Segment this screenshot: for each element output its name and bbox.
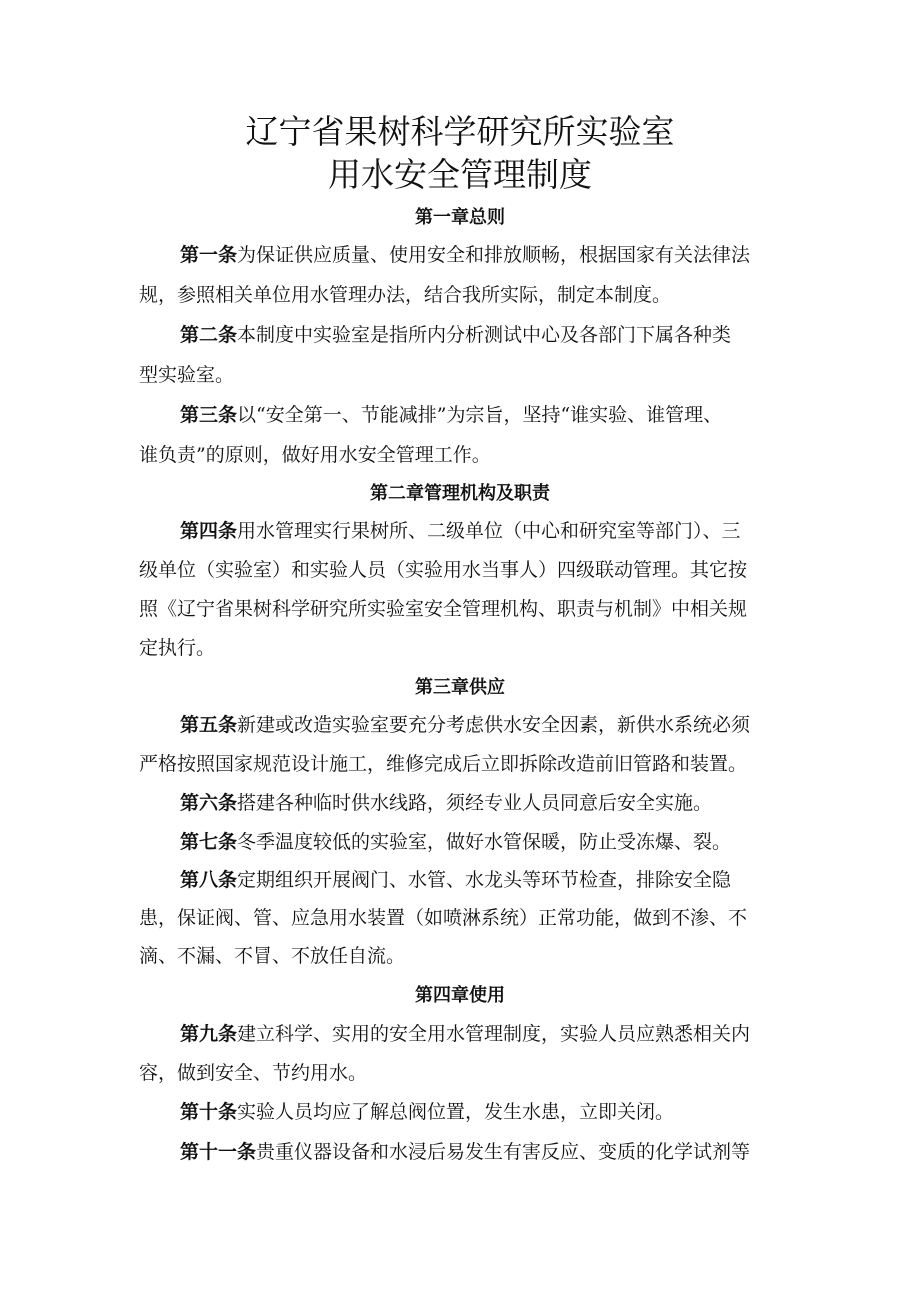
chapter-heading-3: 第三章供应	[415, 677, 505, 698]
article-text: 冬季温度较低的实验室，做好水管保暖，防止受冻爆、裂。	[237, 831, 732, 853]
article-label: 第五条	[180, 714, 238, 736]
article-1-line-2: 规，参照相关单位用水管理办法，结合我所实际，制定本制度。	[139, 284, 672, 306]
article-label: 第十条	[180, 1101, 238, 1123]
article-text: 定期组织开展阀门、水管、水龙头等环节检查，排除安全隐	[237, 869, 732, 891]
article-text: 本制度中实验室是指所内分析测试中心及各部门下属各种类	[237, 324, 732, 346]
article-label: 第九条	[180, 1023, 238, 1045]
article-5-line-1	[180, 712, 800, 738]
article-3-line-1	[180, 402, 800, 428]
article-4-line-1	[180, 518, 800, 544]
article-label: 第八条	[180, 869, 238, 891]
article-2-line-2: 型实验室。	[139, 364, 235, 386]
chapter-heading-4: 第四章使用	[415, 985, 505, 1006]
article-2-line-1	[180, 322, 800, 348]
chapter-heading-1: 第一章总则	[415, 207, 505, 228]
document-title-line-1: 辽宁省果树科学研究所实验室	[245, 112, 675, 151]
article-7-line-1	[180, 829, 800, 855]
article-4-line-4: 定执行。	[139, 637, 216, 659]
article-1-line-1	[180, 242, 800, 268]
article-8-line-1	[180, 867, 800, 893]
article-label: 第三条	[180, 404, 238, 426]
article-text: 实验人员均应了解总阀位置，发生水患，立即关闭。	[237, 1101, 675, 1123]
article-text: 贵重仪器设备和水浸后易发生有害反应、变质的化学试剂等	[256, 1141, 751, 1163]
article-text: 搭建各种临时供水线路，须经专业人员同意后安全实施。	[237, 792, 713, 814]
article-6-line-1	[180, 790, 800, 816]
article-text: 以“安全第一、节能减排”为宗旨，坚持“谁实验、谁管理、	[237, 404, 723, 426]
article-4-line-2: 级单位（实验室）和实验人员（实验用水当事人）四级联动管理。其它按	[139, 559, 748, 581]
article-text: 建立科学、实用的安全用水管理制度，实验人员应熟悉相关内	[237, 1023, 751, 1045]
article-8-line-3: 滴、不漏、不冒、不放任自流。	[139, 945, 406, 967]
article-label: 第二条	[180, 324, 238, 346]
article-4-line-3: 照《辽宁省果树科学研究所实验室安全管理机构、职责与机制》中相关规	[139, 598, 748, 620]
article-text: 用水管理实行果树所、二级单位（中心和研究室等部门）、三	[237, 520, 741, 542]
article-10-line-1	[180, 1099, 800, 1125]
article-3-line-2: 谁负责”的原则，做好用水安全管理工作。	[139, 444, 491, 466]
article-8-line-2: 患，保证阀、管、应急用水装置（如喷淋系统）正常功能，做到不渗、不	[139, 907, 748, 929]
chapter-heading-2: 第二章管理机构及职责	[370, 483, 550, 504]
article-text: 为保证供应质量、使用安全和排放顺畅，根据国家有关法律法	[237, 244, 751, 266]
article-label: 第十一条	[180, 1141, 257, 1163]
article-5-line-2: 严格按照国家规范设计施工，维修完成后立即拆除改造前旧管路和装置。	[139, 753, 748, 775]
article-text: 新建或改造实验室要充分考虑供水安全因素，新供水系统必须	[237, 714, 751, 736]
article-11-line-1	[180, 1139, 800, 1165]
article-label: 第七条	[180, 831, 238, 853]
article-label: 第六条	[180, 792, 238, 814]
document-title-line-2: 用水安全管理制度	[328, 155, 592, 194]
article-label: 第四条	[180, 520, 238, 542]
article-9-line-2: 容，做到安全、节约用水。	[139, 1062, 368, 1084]
article-label: 第一条	[180, 244, 238, 266]
article-9-line-1	[180, 1021, 800, 1047]
